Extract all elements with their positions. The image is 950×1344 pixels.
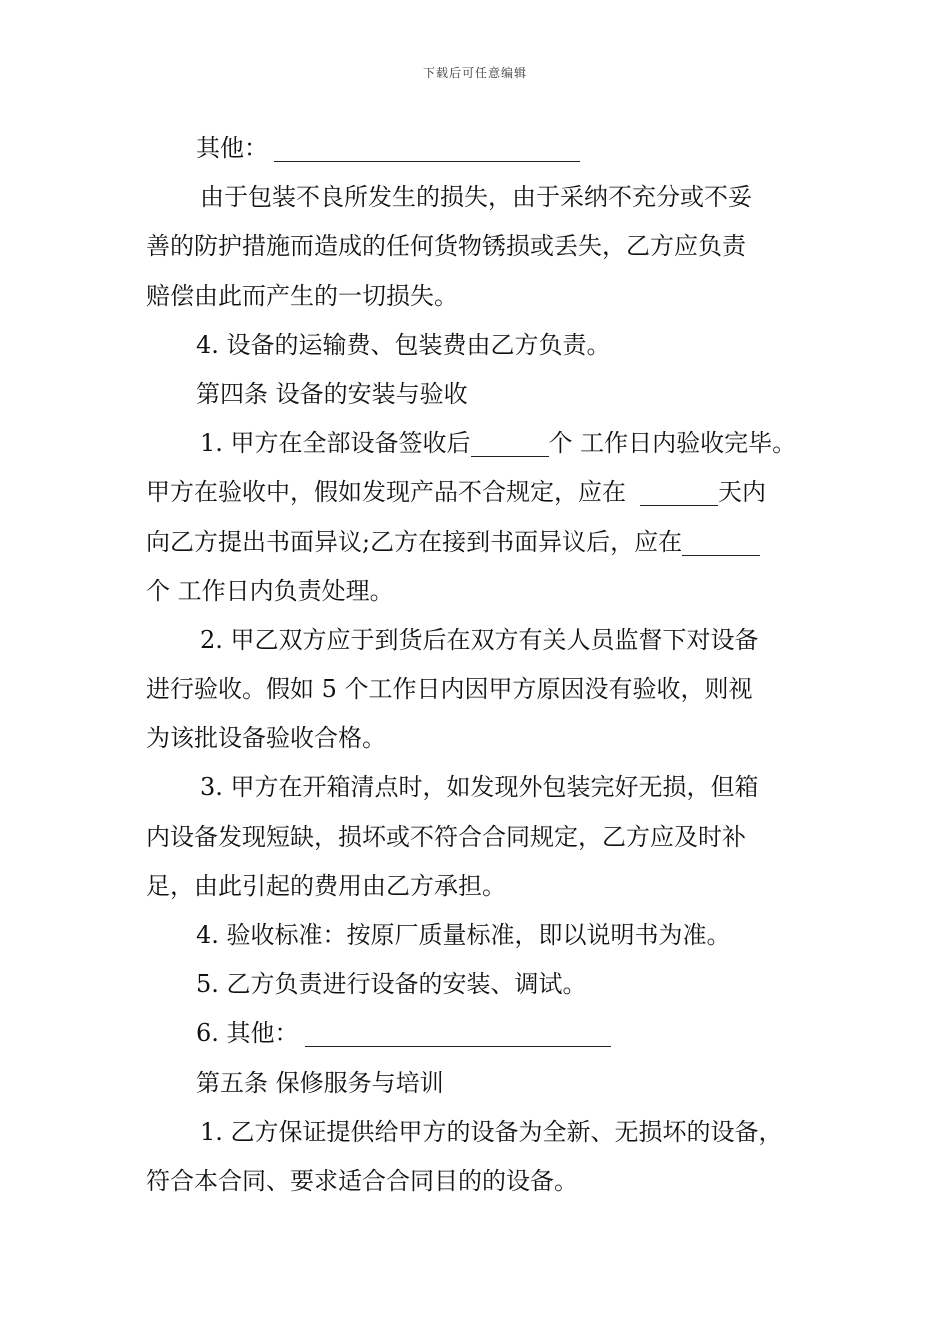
paragraph-line: 由于包装不良所发生的损失，由于采纳不充分或不妥 — [200, 183, 752, 212]
objection-days-line — [146, 468, 810, 517]
paragraph-line: 为该批设备验收合格。 — [146, 724, 386, 753]
text-segment: 天内 — [718, 478, 766, 507]
blank-field-days — [471, 430, 549, 457]
paragraph-line: 3. 甲方在开箱清点时，如发现外包装完好无损，但箱 — [200, 773, 759, 802]
paragraph-line: 4. 设备的运输费、包装费由乙方负责。 — [196, 330, 611, 359]
other-label: 6. 其他： — [196, 1019, 299, 1048]
paragraph-line: 足，由此引起的费用由乙方承担。 — [146, 871, 506, 900]
section-heading-article-5: 第五条 保修服务与培训 — [196, 1068, 444, 1097]
blank-field-days — [682, 529, 760, 556]
response-days-line — [146, 518, 810, 567]
other-line — [146, 124, 810, 173]
text-segment: 个 工作日内验收完毕。 — [548, 429, 797, 458]
paragraph-line: 2. 甲乙双方应于到货后在双方有关人员监督下对设备 — [200, 625, 759, 654]
acceptance-days-line — [146, 419, 810, 468]
blank-field-other — [274, 135, 580, 162]
paragraph-line: 进行验收。假如 5 个工作日内因甲方原因没有验收，则视 — [146, 675, 753, 704]
other-label: 其他： — [196, 134, 268, 162]
paragraph-line: 符合本合同、要求适合合同目的的设备。 — [146, 1166, 578, 1195]
paragraph-line: 个 工作日内负责处理。 — [146, 576, 394, 605]
other-line — [146, 1009, 810, 1058]
paragraph-line: 善的防护措施而造成的任何货物锈损或丢失，乙方应负责 — [146, 232, 746, 261]
blank-field-other — [305, 1020, 611, 1047]
text-segment: 1. 甲方在全部设备签收后 — [200, 429, 471, 458]
text-segment: 甲方在验收中，假如发现产品不合规定，应在 — [146, 478, 626, 507]
paragraph-line: 赔偿由此而产生的一切损失。 — [146, 281, 458, 310]
section-heading-article-4: 第四条 设备的安装与验收 — [196, 379, 468, 408]
paragraph-line: 内设备发现短缺，损坏或不符合合同规定，乙方应及时补 — [146, 822, 746, 851]
paragraph-line: 1. 乙方保证提供给甲方的设备为全新、无损坏的设备， — [200, 1117, 783, 1146]
blank-field-days — [640, 479, 718, 506]
header-note: 下载后可任意编辑 — [422, 66, 527, 80]
paragraph-line: 4. 验收标准：按原厂质量标准，即以说明书为准。 — [196, 921, 731, 949]
text-segment: 向乙方提出书面异议;乙方在接到书面异议后，应在 — [146, 527, 683, 556]
document-body — [146, 124, 810, 1206]
paragraph-line: 5. 乙方负责进行设备的安装、调试。 — [196, 970, 587, 999]
